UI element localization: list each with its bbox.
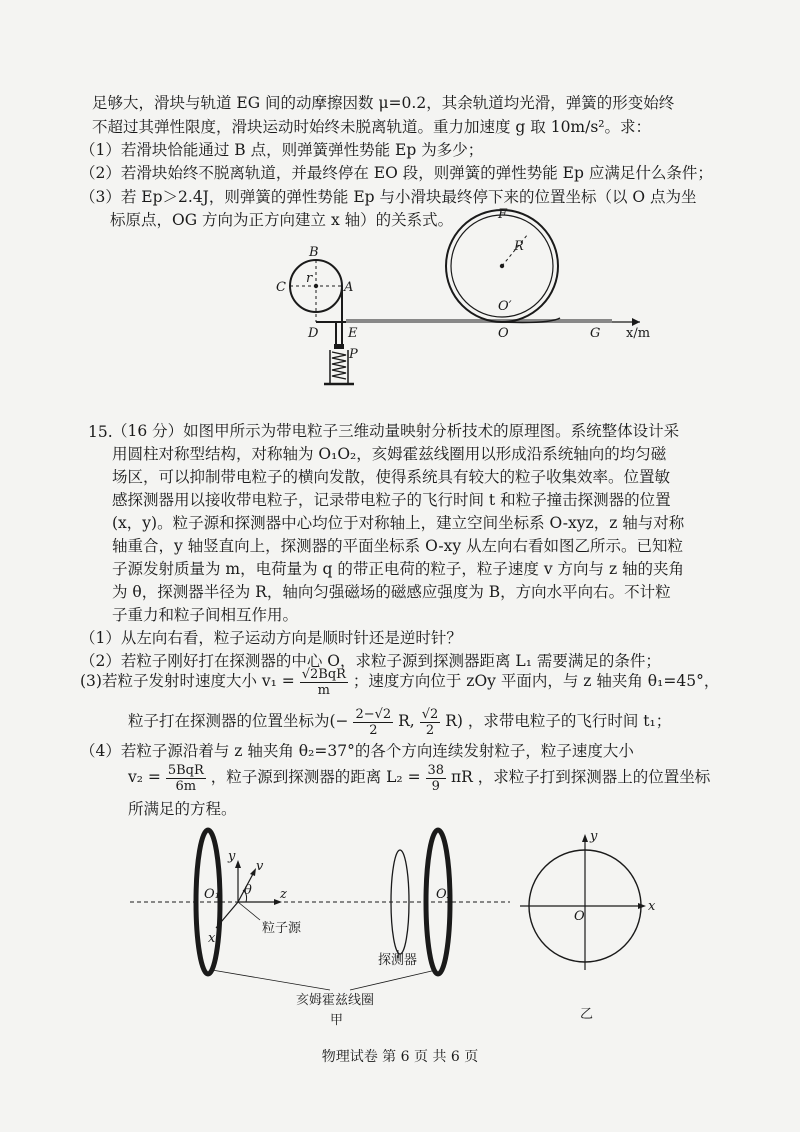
label-theta: θ: [244, 883, 252, 898]
p15-question-4-line2: v₂ = $\frac{\text{5BqR}}{6m}$ ，粒子源到探测器的距离 L₂ = $\frac{38}{9}$ πR ，求粒子打到探测器上的位置坐标: [128, 762, 711, 794]
p15-question-2: （2）若粒子刚好打在探测器的中心 O，求粒子源到探测器距离 L₁ 需要满足的条件；: [80, 652, 661, 670]
label-o1: O₁: [204, 887, 220, 902]
spring: [332, 352, 346, 379]
label-z: z: [280, 887, 287, 902]
label-a: A: [344, 280, 354, 295]
slider-block: [334, 344, 344, 349]
p15-question-4-line3: 所满足的方程。: [128, 800, 237, 818]
p15-line2: 用圆柱对称型结构，对称轴为 O₁O₂，亥姆霍兹线圈用以形成沿系统轴向的均匀磁: [112, 445, 667, 463]
p15-line8: 为 θ，探测器半径为 R，轴向匀强磁场的磁感应强度为 B，方向水平向右。不计粒: [112, 583, 671, 601]
track-diagram: [260, 200, 680, 400]
label-jia: 甲: [330, 1013, 344, 1028]
p15-line1: （16 分）如图甲所示为带电粒子三维动量映射分析技术的原理图。系统整体设计采: [112, 422, 680, 440]
label-g: G: [590, 326, 601, 341]
p15-question-1: （1）从左向右看，粒子运动方向是顺时针还是逆时针？: [80, 629, 462, 647]
label-o: O: [498, 326, 509, 341]
label-x2: x: [648, 899, 656, 914]
label-c: C: [276, 280, 286, 295]
label-o2: O₂: [436, 887, 452, 902]
p15-number: 15.: [88, 423, 113, 441]
p15-line5: (x，y)。粒子源和探测器中心均位于对称轴上，建立空间坐标系 O-xyz，z 轴与对称: [112, 514, 685, 532]
label-r: r: [306, 271, 313, 286]
apparatus-diagram: [120, 820, 680, 1030]
label-b: B: [309, 245, 319, 260]
v1-fraction: $\frac{\text{√2BqR}}{m}$: [301, 666, 346, 698]
label-o-detector: O: [574, 909, 585, 924]
label-big-r: R: [514, 239, 524, 254]
label-yi: 乙: [580, 1007, 594, 1022]
p15-question-3-line1: (3)若粒子发射时速度大小 v₁ = $\frac{\text{√2BqR}}{m}$ ；速度方向位于 zOy 平面内，与 z 轴夹角 θ₁=45°，: [80, 666, 720, 698]
p14-intro-line2: 不超过其弹性限度，滑块运动时始终未脱离轨道。重力加速度 g 取 10m/s²。求：: [92, 118, 652, 136]
p15-line3: 场区，可以抑制带电粒子的横向发散，使得系统具有较大的粒子收集效率。位置敏: [112, 468, 671, 486]
label-particle-source: 粒子源: [262, 921, 302, 936]
label-p: P: [349, 347, 358, 362]
p14-question-1: （1）若滑块恰能通过 B 点，则弹簧弹性势能 Ep 为多少；: [80, 141, 484, 159]
label-y2: y: [590, 829, 598, 844]
p15-line4: 感探测器用以接收带电粒子，记录带电粒子的飞行时间 t 和粒子撞击探测器的位置: [112, 491, 671, 509]
v2-fraction: $\frac{\text{5BqR}}{6m}$: [167, 762, 204, 794]
p15-line9: 子重力和粒子间相互作用。: [112, 606, 299, 624]
label-f: F: [498, 207, 508, 222]
p14-intro-line1: 足够大，滑块与轨道 EG 间的动摩擦因数 μ=0.2，其余轨道均光滑，弹簧的形变始终: [92, 94, 675, 112]
label-d: D: [308, 326, 319, 341]
p15-line6: 轴重合，y 轴竖直向上，探测器的平面坐标系 O-xy 从左向右看如图乙所示。已知粒: [112, 537, 684, 555]
label-y: y: [228, 849, 236, 864]
label-detector: 探测器: [378, 953, 418, 968]
coord-x-fraction: $\frac{2-√2}{2}$: [355, 706, 392, 738]
l2-fraction: $\frac{38}{9}$: [427, 762, 445, 794]
label-helmholtz-coil: 亥姆霍兹线圈: [296, 993, 375, 1008]
p15-question-3-line2: 粒子打在探测器的位置坐标为(− $\frac{2-√2}{2}$ R, $\frac{√2}{2}$ R) ，求带电粒子的飞行时间 t₁；: [128, 706, 672, 738]
label-e: E: [348, 326, 358, 341]
p15-line7: 子源发射质量为 m，电荷量为 q 的带正电荷的粒子，粒子速度 v 方向与 z 轴的夹角: [112, 560, 685, 578]
rough-segment-eg: [346, 319, 612, 323]
label-o-prime: O′: [498, 299, 512, 314]
label-x-axis: x/m: [626, 326, 651, 341]
p14-question-2: （2）若滑块始终不脱离轨道，并最终停在 EO 段，则弹簧的弹性势能 Ep 应满足什么条件；: [80, 164, 713, 182]
page-footer: 物理试卷 第 6 页 共 6 页: [321, 1049, 479, 1065]
coord-y-fraction: $\frac{√2}{2}$: [421, 706, 439, 738]
p15-question-4-line1: （4）若粒子源沿着与 z 轴夹角 θ₂=37°的各个方向连续发射粒子，粒子速度大小: [80, 742, 634, 760]
label-v: v: [256, 859, 264, 874]
label-x: x: [208, 931, 216, 946]
p14-question-3-line2: 标原点，OG 方向为正方向建立 x 轴）的关系式。: [110, 211, 454, 229]
x-axis-arrowhead: [632, 318, 640, 326]
p14-question-3-line1: （3）若 Ep＞2.4J，则弹簧的弹性势能 Ep 与小滑块最终停下来的位置坐标（以 O 点为坐: [80, 188, 697, 206]
